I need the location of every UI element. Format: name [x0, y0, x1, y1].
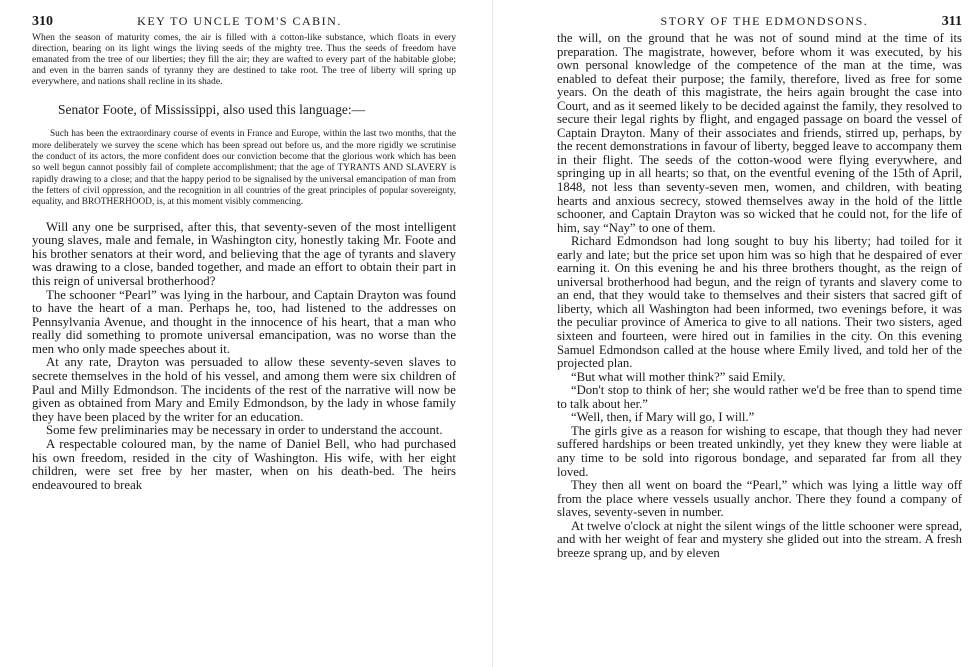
- paragraph: At any rate, Drayton was persuaded to allow these seventy-seven slaves to secrete themselves in the hold of his vessel, and among them were six children of Paul and Milly Edmondson. The incidents of the rest of the narrative will now be given as obtained from Mary and Emily Edmondson, by the lady in whose family they have been placed by the writer for an education.: [32, 355, 456, 424]
- paragraph: The girls give as a reason for wishing to escape, that though they had never suffered hardships or been treated unkindly, yet they knew they were liable at any time to be sold into rigorous bondage, and separated far from all they loved.: [557, 423, 962, 479]
- running-head-title: KEY TO UNCLE TOM'S CABIN.: [137, 14, 342, 28]
- paragraph: Some few preliminaries may be necessary in order to understand the account.: [46, 423, 443, 438]
- paragraph: They then all went on board the “Pearl,” which was lying a little way off from the place where vessels usually anchor. There they found a company of slaves, seventy-seven in number.: [557, 478, 962, 520]
- running-head-title: STORY OF THE EDMONDSONS.: [660, 14, 869, 28]
- paragraph: the will, on the ground that he was not of sound mind at the time of its preparation. The magistrate, however, before whom it was executed, by his own personal knowledge of the competence of the man at the time, was enabled to defeat their purpose; the family, therefore, lived as free for some years. On the death of this magistrate, the heirs again brought the case into Court, and as it seemed likely to be decided against the family, they resolved to secure their legal rights by flight, and engaged passage on board the vessel of Captain Drayton. Many of their associates and friends, stirred up, perhaps, by the recent demonstrations in favour of liberty, begged leave to accompany them in their flight. The seeds of the cotton-wood were flying everywhere, and springing up in all hearts; so that, on the eventful evening of the 15th of April, 1848, not less than seventy-seven men, women, and children, with beating hearts and anxious secrecy, stowed themselves away in the hold of the little schooner, and Captain Drayton was so wicked that he could not, for the life of him, say “Nay” to one of them.: [557, 31, 962, 235]
- running-head: [32, 14, 456, 32]
- right-page: [492, 0, 980, 667]
- page-number: 310: [32, 14, 53, 29]
- paragraph: “Don't stop to think of her; she would rather we'd be free than to spend time to talk about her.”: [557, 383, 962, 411]
- page-number: 311: [941, 14, 962, 29]
- left-page: [0, 0, 470, 667]
- opening-paragraph: When the season of maturity comes, the air is filled with a cotton-like substance, which floats in every direction, bearing on its light wings the living seeds of the mighty tree. Thus the seeds of freedom have emanated from the tree of our liberties; they fill the air; they are wafted to every part of the habitable globe; and even in the barren sands of tyranny they are destined to take root. The tree of liberty will spring up everywhere, and nations shall recline in its shade.: [32, 32, 456, 88]
- paragraph: A respectable coloured man, by the name of Daniel Bell, who had purchased his own freedom, resided in the city of Washington. His wife, with her eight children, were set free by her master, when on his death-bed. The heirs endeavoured to break: [32, 437, 456, 492]
- block-quote: Such has been the extraordinary course of events in France and Europe, within the last two months, that the more deliberately we survey the scene which has been spread out before us, and the more rigidly we scrutinise the conduct of its actors, the more confident does our conviction become that the glorious work which has been so well begun cannot possibly fail of complete accomplishment; that the age of TYRANTS AND SLAVERY is rapidly drawing to a close; and that the happy period to be signalised by the universal emancipation of man from the fetters of civil oppression, and the recognition in all countries of the great principles of popular sovereignty, equality, and BROTHERHOOD, is, at this moment visibly commencing.: [32, 129, 456, 208]
- paragraph: Richard Edmondson had long sought to buy his liberty; had toiled for it early and late; but the price set upon him was so high that he despaired of ever earning it. On this evening he and his three brothers thought, as the reign of universal brotherhood had begun, and the reign of tyrants and slavery come to an end, that they would take to themselves and their sisters that sacred gift of liberty, which all Washington had been informed, two evenings before, it was the peculiar province of America to give to all nations. Their two sisters, aged sixteen and fourteen, were hired out in families in the city. On this evening Samuel Edmondson called at the house where Emily lived, and told her of the projected plan.: [557, 234, 962, 371]
- paragraph: “Well, then, if Mary will go, I will.”: [571, 410, 755, 425]
- paragraph: The schooner “Pearl” was lying in the harbour, and Captain Drayton was found to have the heart of a man. Perhaps he, too, had listened to the addresses on Pennsylvania Avenue, and thought in the innocence of his heart, that a man who really did something to promote universal emancipation, was no worse than the men who only made speeches about it.: [32, 287, 456, 356]
- intro-line: Senator Foote, of Mississippi, also used this language:—: [58, 102, 366, 118]
- paragraph: Will any one be surprised, after this, that seventy-seven of the most intelligent young slaves, male and female, in Washington city, honestly taking Mr. Foote and his brother senators at their word, and believing that the age of tyrants and slavery was drawing to a close, banded together, and made an effort to obtain their part in this reign of universal brotherhood?: [32, 219, 456, 288]
- paragraph: At twelve o'clock at night the silent wings of the little schooner were spread, and with her weight of fear and mystery she glided out into the stream. A fresh breeze sprang up, and by eleven: [557, 518, 962, 560]
- paragraph: “But what will mother think?” said Emily.: [571, 369, 786, 384]
- running-head: [557, 14, 962, 32]
